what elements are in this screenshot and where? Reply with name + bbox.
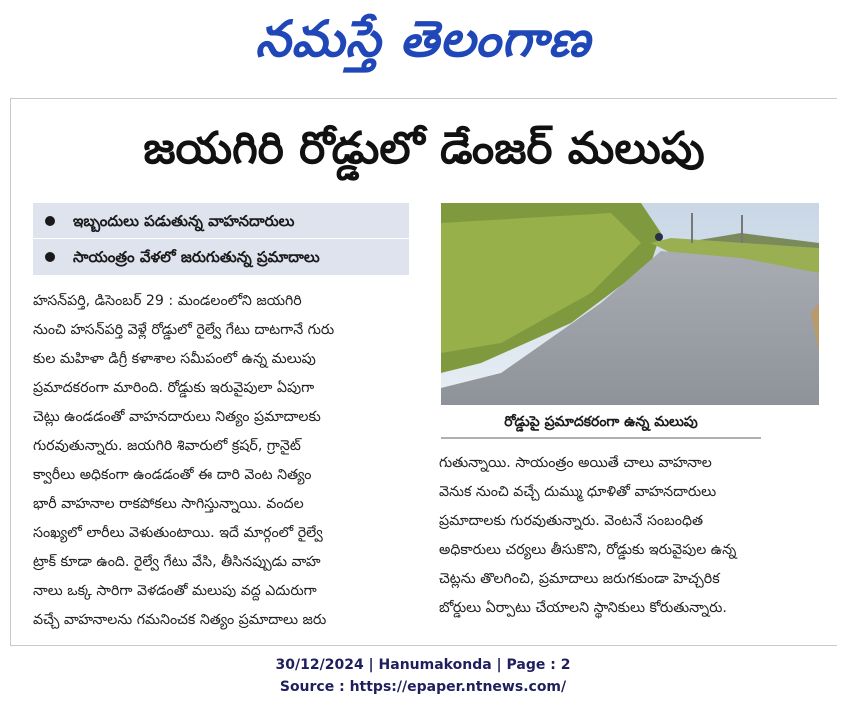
article-line: వెనుక నుంచి వచ్చే దుమ్ము ధూళితో వాహనదారులు bbox=[439, 484, 717, 500]
footer bbox=[0, 654, 846, 698]
photo-caption: రోడ్డుపై ప్రమాదకరంగా ఉన్న మలుపు bbox=[441, 407, 761, 439]
article-line: భారీ వాహనాల రాకపోకలు సాగిస్తున్నాయి. వందల bbox=[33, 496, 304, 512]
article-line: చెట్లను తొలగించి, ప్రమాదాలు జరుగకుండా హెచ్చరిక bbox=[439, 571, 720, 587]
article-line: క్వారీలు అధికంగా ఉండడంతో ఈ దారి వెంట నిత్యం bbox=[33, 467, 312, 483]
article-line: ప్రమాదకరంగా మారింది. రోడ్డుకు ఇరువైపులా ఏపుగా bbox=[33, 380, 315, 396]
road-photo-image bbox=[441, 203, 819, 405]
article-line: చెట్లు ఉండడంతో వాహనదారులు నిత్యం ప్రమాదాలకు bbox=[33, 409, 321, 425]
article-line: గురవుతున్నారు. జయగిరి శివారులో క్రషర్, గ్రానైట్ bbox=[33, 438, 301, 454]
bullet-item bbox=[33, 239, 409, 275]
headline: జయగిరి రోడ్డులో డేంజర్ మలుపు bbox=[143, 123, 705, 174]
footer-date-edition: 30/12/2024 | Hanumakonda | Page : 2 bbox=[275, 657, 571, 673]
bullet-dot-icon bbox=[45, 216, 55, 226]
news-clipping bbox=[10, 98, 837, 646]
bullet-dot-icon bbox=[45, 252, 55, 262]
article-line: నుంచి హసన్‌పర్తి వెళ్లే రోడ్డులో రైల్వే గేటు దాటగానే గురు bbox=[33, 322, 335, 338]
footer-source: Source : https://epaper.ntnews.com/ bbox=[279, 679, 567, 695]
bullet-text: ఇబ్బందులు పడుతున్న వాహనదారులు bbox=[73, 212, 295, 230]
bullet-text: సాయంత్రం వేళలో జరుగుతున్న ప్రమాదాలు bbox=[73, 248, 320, 266]
masthead: నమస్తే తెలంగాణ bbox=[255, 10, 591, 68]
article-line: బోర్డులు ఏర్పాటు చేయాలని స్థానికులు కోరుతున్నారు. bbox=[439, 600, 727, 616]
article-line: హసన్‌పర్తి, డిసెంబర్ 29 : మండలంలోని జయగిరి bbox=[33, 293, 302, 309]
article-line: వచ్చే వాహనాలను గమనించక నిత్యం ప్రమాదాలు జరు bbox=[33, 612, 327, 628]
article-line: ప్రమాదాలకు గురవుతున్నారు. వెంటనే సంబంధిత bbox=[439, 513, 704, 529]
road-photo bbox=[441, 203, 819, 405]
article-line: సంఖ్యలో లారీలు వెళుతుంటాయి. ఇదే మార్గంలో రైల్వే bbox=[33, 525, 323, 541]
bullet-box bbox=[33, 203, 409, 275]
article-column-2 bbox=[439, 449, 821, 623]
article-column-1 bbox=[33, 287, 413, 635]
article-line: నాలు ఒక్క సారిగా వెళడంతో మలుపు వద్ద ఎదురుగా bbox=[33, 583, 317, 599]
article-line: కుల మహిళా డిగ్రీ కళాశాల సమీపంలో ఉన్న మలుపు bbox=[33, 351, 316, 367]
bullet-item bbox=[33, 203, 409, 239]
article-line: ట్రాక్ కూడా ఉంది. రైల్వే గేటు వేసి, తీసినప్పుడు వాహ bbox=[33, 554, 321, 570]
article-line: గుతున్నాయి. సాయంత్రం అయితే చాలు వాహనాల bbox=[439, 455, 712, 471]
article-line: అధికారులు చర్యలు తీసుకొని, రోడ్డుకు ఇరువైపుల ఉన్న bbox=[439, 542, 737, 558]
